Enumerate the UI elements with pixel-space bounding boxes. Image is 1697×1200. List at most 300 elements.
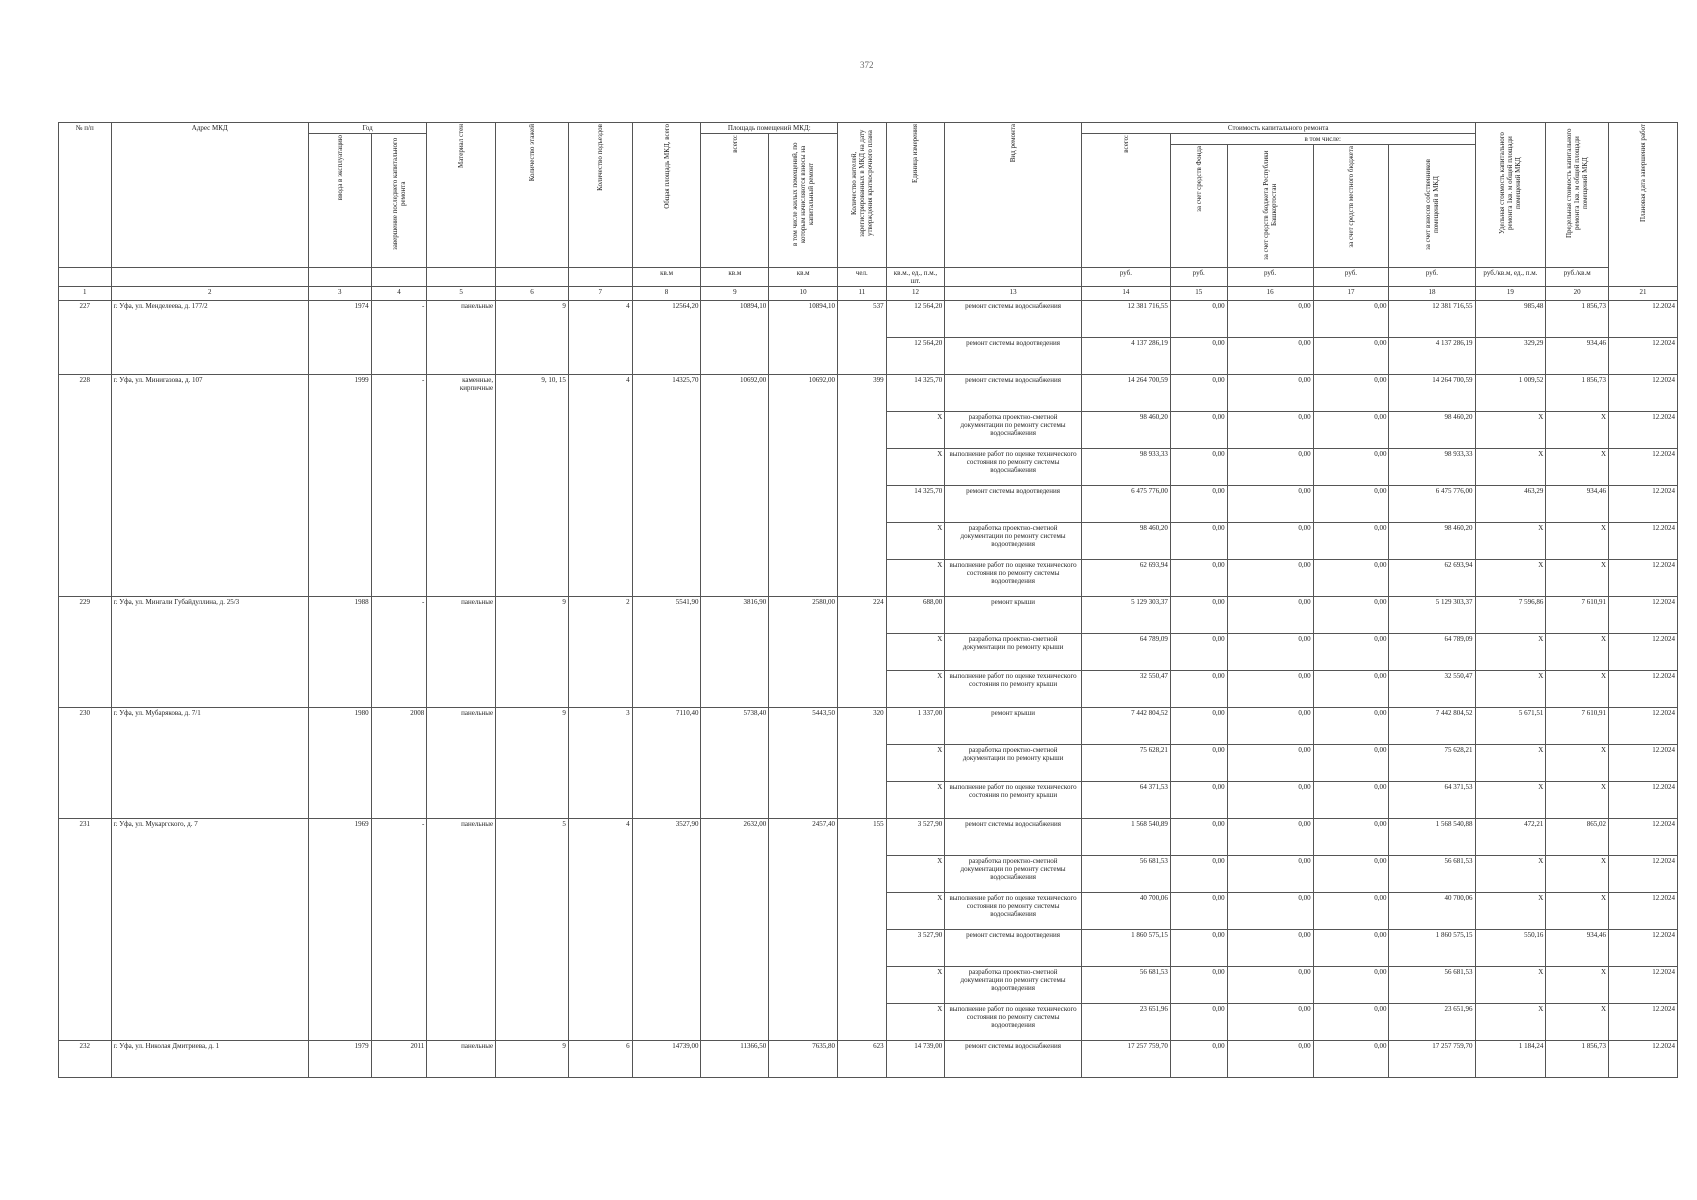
cost-local: 0,00 [1313, 671, 1389, 708]
work-type: ремонт системы водоотведения [945, 930, 1082, 967]
cost-local: 0,00 [1313, 819, 1389, 856]
plan-date: 12.2024 [1609, 856, 1678, 893]
column-number: 12 [886, 287, 945, 301]
header-residents [838, 123, 887, 268]
limit-cost: 934,46 [1546, 338, 1609, 375]
house-floors: 9 [496, 597, 569, 708]
house-wall-material: каменные, кирпичные [427, 375, 496, 597]
house-address: г. Уфа, ул. Минигазова, д. 107 [111, 375, 308, 597]
house-premises-incl: 2457,40 [769, 819, 838, 1041]
unit-cost: X [1475, 856, 1546, 893]
header-floors-text: Количество этажей [528, 124, 536, 182]
work-type: выполнение работ по оценке технического состояния по ремонту системы водоотведения [945, 1004, 1082, 1041]
column-number: 5 [427, 287, 496, 301]
house-premises: 3816,90 [701, 597, 769, 708]
cost-fund: 0,00 [1170, 856, 1227, 893]
cost-fund: 0,00 [1170, 893, 1227, 930]
header-cost-group: Стоимость капитального ремонта [1081, 123, 1475, 134]
unit-cost: X [1475, 523, 1546, 560]
cost-owners: 56 681,53 [1389, 967, 1475, 1004]
cost-owners: 75 628,21 [1389, 745, 1475, 782]
unit-cell: руб. [1081, 268, 1170, 287]
header-limit-cost [1546, 123, 1609, 268]
house-year: 1974 [308, 301, 371, 375]
unit-cost: X [1475, 560, 1546, 597]
unit-cell: кв.м [769, 268, 838, 287]
header-cost-total [1081, 134, 1170, 268]
cost-fund: 0,00 [1170, 1041, 1227, 1078]
unit-cost: X [1475, 412, 1546, 449]
column-number: 6 [496, 287, 569, 301]
cost-local: 0,00 [1313, 782, 1389, 819]
column-number: 19 [1475, 287, 1546, 301]
house-last-repair: - [371, 375, 427, 597]
column-number: 18 [1389, 287, 1475, 301]
cost-owners: 6 475 776,00 [1389, 486, 1475, 523]
limit-cost: 7 610,91 [1546, 708, 1609, 745]
cost-local: 0,00 [1313, 412, 1389, 449]
work-quantity: 12 564,20 [886, 338, 945, 375]
unit-cost: 463,29 [1475, 486, 1546, 523]
cost-fund: 0,00 [1170, 301, 1227, 338]
house-premises: 10894,10 [701, 301, 769, 375]
house-year: 1999 [308, 375, 371, 597]
cost-local: 0,00 [1313, 967, 1389, 1004]
house-floors: 9 [496, 708, 569, 819]
work-type: выполнение работ по оценке технического состояния по ремонту крыши [945, 671, 1082, 708]
plan-date: 12.2024 [1609, 412, 1678, 449]
limit-cost: X [1546, 745, 1609, 782]
unit-cost: 550,16 [1475, 930, 1546, 967]
work-type: разработка проектно-сметной документации по ремонту системы водоснабжения [945, 856, 1082, 893]
cost-owners: 98 460,20 [1389, 523, 1475, 560]
cost-local: 0,00 [1313, 893, 1389, 930]
cost-total: 7 442 804,52 [1081, 708, 1170, 745]
column-number: 21 [1609, 287, 1678, 301]
limit-cost: X [1546, 412, 1609, 449]
header-year-group: Год [308, 123, 426, 134]
house-premises: 5738,40 [701, 708, 769, 819]
plan-date: 12.2024 [1609, 301, 1678, 338]
cost-republic: 0,00 [1227, 1004, 1313, 1041]
header-unit-cost-text: Удельная стоимость капитального ремонта 1кв. м общей площади помещений МКД [1498, 132, 1523, 234]
limit-cost: 934,46 [1546, 930, 1609, 967]
unit-cell: руб./кв.м, ед., п.м. [1475, 268, 1546, 287]
cost-local: 0,00 [1313, 301, 1389, 338]
column-number: 20 [1546, 287, 1609, 301]
unit-cost: X [1475, 1004, 1546, 1041]
unit-cost: 329,29 [1475, 338, 1546, 375]
house-last-repair: - [371, 301, 427, 375]
cost-local: 0,00 [1313, 708, 1389, 745]
cost-owners: 23 651,96 [1389, 1004, 1475, 1041]
house-wall-material: панельные [427, 301, 496, 375]
limit-cost: X [1546, 523, 1609, 560]
cost-total: 4 137 286,19 [1081, 338, 1170, 375]
cost-total: 14 264 700,59 [1081, 375, 1170, 412]
limit-cost: X [1546, 1004, 1609, 1041]
cost-fund: 0,00 [1170, 560, 1227, 597]
cost-owners: 5 129 303,37 [1389, 597, 1475, 634]
header-cost-local [1313, 145, 1389, 268]
header-premises-total-text: всего: [730, 135, 739, 153]
unit-cell: руб. [1227, 268, 1313, 287]
header-residents-text: Количество жителей, зарегистрированных в МКД на дату утверждения краткосрочного плана [849, 129, 874, 237]
work-type: ремонт крыши [945, 708, 1082, 745]
house-number: 229 [59, 597, 112, 708]
table-row [59, 708, 1678, 745]
cost-owners: 62 693,94 [1389, 560, 1475, 597]
work-quantity: 1 337,00 [886, 708, 945, 745]
house-number: 227 [59, 301, 112, 375]
table-header [59, 123, 1678, 301]
cost-owners: 98 933,33 [1389, 449, 1475, 486]
unit-cell: чел. [838, 268, 887, 287]
header-plan-date-text: Плановая дата завершения работ [1639, 124, 1648, 223]
cost-fund: 0,00 [1170, 338, 1227, 375]
header-premises-incl-text: в том числе жилых помещений, по которым начисляются взносы на капитальный ремонт [791, 142, 816, 246]
house-residents: 155 [838, 819, 887, 1041]
cost-fund: 0,00 [1170, 634, 1227, 671]
cost-fund: 0,00 [1170, 967, 1227, 1004]
cost-total: 23 651,96 [1081, 1004, 1170, 1041]
cost-republic: 0,00 [1227, 930, 1313, 967]
cost-republic: 0,00 [1227, 597, 1313, 634]
cost-fund: 0,00 [1170, 486, 1227, 523]
work-quantity: X [886, 412, 945, 449]
plan-date: 12.2024 [1609, 967, 1678, 1004]
cost-local: 0,00 [1313, 338, 1389, 375]
unit-cell: кв.м [701, 268, 769, 287]
unit-cost: X [1475, 893, 1546, 930]
house-premises-incl: 7635,80 [769, 1041, 838, 1078]
house-year: 1969 [308, 819, 371, 1041]
cost-fund: 0,00 [1170, 671, 1227, 708]
column-number: 15 [1170, 287, 1227, 301]
cost-republic: 0,00 [1227, 1041, 1313, 1078]
house-wall-material: панельные [427, 708, 496, 819]
column-number: 14 [1081, 287, 1170, 301]
cost-owners: 56 681,53 [1389, 856, 1475, 893]
cost-local: 0,00 [1313, 745, 1389, 782]
plan-date: 12.2024 [1609, 930, 1678, 967]
cost-local: 0,00 [1313, 523, 1389, 560]
cost-fund: 0,00 [1170, 449, 1227, 486]
cost-republic: 0,00 [1227, 412, 1313, 449]
house-floors: 9, 10, 15 [496, 375, 569, 597]
house-residents: 224 [838, 597, 887, 708]
unit-cell [496, 268, 569, 287]
unit-cost: X [1475, 967, 1546, 1004]
house-last-repair: - [371, 819, 427, 1041]
cost-republic: 0,00 [1227, 967, 1313, 1004]
house-last-repair: - [371, 597, 427, 708]
plan-date: 12.2024 [1609, 893, 1678, 930]
house-premises-incl: 5443,50 [769, 708, 838, 819]
table-row [59, 597, 1678, 634]
cost-republic: 0,00 [1227, 745, 1313, 782]
header-plan-date [1609, 123, 1678, 287]
cost-fund: 0,00 [1170, 708, 1227, 745]
cost-total: 64 371,53 [1081, 782, 1170, 819]
unit-cost: 1 009,52 [1475, 375, 1546, 412]
work-quantity: X [886, 449, 945, 486]
unit-cost: 1 184,24 [1475, 1041, 1546, 1078]
cost-total: 75 628,21 [1081, 745, 1170, 782]
house-entrances: 2 [568, 597, 632, 708]
cost-total: 1 860 575,15 [1081, 930, 1170, 967]
cost-total: 40 700,06 [1081, 893, 1170, 930]
unit-cell: руб. [1389, 268, 1475, 287]
limit-cost: X [1546, 856, 1609, 893]
house-number: 230 [59, 708, 112, 819]
column-number: 7 [568, 287, 632, 301]
work-quantity: X [886, 560, 945, 597]
table-body [59, 301, 1678, 1078]
work-quantity: 14 325,70 [886, 375, 945, 412]
unit-cost: X [1475, 782, 1546, 819]
unit-cell [59, 268, 112, 287]
header-wall-material-text: Материал стен [457, 124, 466, 168]
limit-cost: X [1546, 782, 1609, 819]
house-residents: 537 [838, 301, 887, 375]
column-number: 9 [701, 287, 769, 301]
column-number: 10 [769, 287, 838, 301]
header-year-last-repair [371, 134, 427, 268]
work-quantity: X [886, 1004, 945, 1041]
house-number: 231 [59, 819, 112, 1041]
header-unit-cost [1475, 123, 1546, 268]
cost-republic: 0,00 [1227, 782, 1313, 819]
cost-total: 32 550,47 [1081, 671, 1170, 708]
house-entrances: 6 [568, 1041, 632, 1078]
house-premises-incl: 2580,00 [769, 597, 838, 708]
work-type: выполнение работ по оценке технического состояния по ремонту системы водоснабжения [945, 893, 1082, 930]
unit-cell [371, 268, 427, 287]
plan-date: 12.2024 [1609, 486, 1678, 523]
header-cost-owners-text: за счет взносов собственников помещений в МКД [1423, 159, 1440, 251]
unit-cost: 5 671,51 [1475, 708, 1546, 745]
header-incl: в том числе: [1170, 134, 1475, 145]
cost-owners: 64 789,09 [1389, 634, 1475, 671]
unit-cell [308, 268, 371, 287]
plan-date: 12.2024 [1609, 634, 1678, 671]
unit-cell [568, 268, 632, 287]
column-number: 3 [308, 287, 371, 301]
work-quantity: X [886, 634, 945, 671]
house-premises-incl: 10894,10 [769, 301, 838, 375]
header-repair-type-text: Вид ремонта [1009, 124, 1018, 163]
cost-owners: 12 381 716,55 [1389, 301, 1475, 338]
unit-cost: X [1475, 745, 1546, 782]
work-quantity: X [886, 856, 945, 893]
house-total-area: 14325,70 [632, 375, 701, 597]
work-type: разработка проектно-сметной документации по ремонту системы водоотведения [945, 967, 1082, 1004]
work-quantity: X [886, 523, 945, 560]
cost-republic: 0,00 [1227, 560, 1313, 597]
house-premises: 11366,50 [701, 1041, 769, 1078]
header-cost-local-text: за счет средств местного бюджета [1347, 146, 1355, 248]
table-row [59, 1041, 1678, 1078]
unit-cost: X [1475, 634, 1546, 671]
header-total-area-text: Общая площадь МКД, всего [662, 124, 671, 209]
header-repair-type [945, 123, 1082, 268]
table-row [59, 375, 1678, 412]
cost-republic: 0,00 [1227, 893, 1313, 930]
house-entrances: 4 [568, 819, 632, 1041]
cost-republic: 0,00 [1227, 449, 1313, 486]
cost-owners: 17 257 759,70 [1389, 1041, 1475, 1078]
limit-cost: 1 856,73 [1546, 301, 1609, 338]
house-entrances: 4 [568, 375, 632, 597]
column-number: 2 [111, 287, 308, 301]
cost-local: 0,00 [1313, 856, 1389, 893]
cost-republic: 0,00 [1227, 301, 1313, 338]
house-wall-material: панельные [427, 819, 496, 1041]
work-type: ремонт системы водоотведения [945, 486, 1082, 523]
cost-local: 0,00 [1313, 1004, 1389, 1041]
work-quantity: X [886, 967, 945, 1004]
house-address: г. Уфа, ул. Мингали Губайдуллина, д. 25/3 [111, 597, 308, 708]
header-no: № п/п [59, 123, 112, 268]
cost-total: 5 129 303,37 [1081, 597, 1170, 634]
cost-republic: 0,00 [1227, 634, 1313, 671]
work-type: выполнение работ по оценке технического состояния по ремонту системы водоотведения [945, 560, 1082, 597]
table-row [59, 819, 1678, 856]
house-floors: 5 [496, 819, 569, 1041]
cost-republic: 0,00 [1227, 856, 1313, 893]
work-type: ремонт системы водоснабжения [945, 375, 1082, 412]
house-year: 1988 [308, 597, 371, 708]
header-cost-republic [1227, 145, 1313, 268]
header-year-last-repair-text: завершение последнего капитального ремонта [390, 137, 407, 251]
unit-cell [427, 268, 496, 287]
header-unit [886, 123, 945, 268]
limit-cost: X [1546, 634, 1609, 671]
cost-republic: 0,00 [1227, 708, 1313, 745]
cost-total: 98 460,20 [1081, 412, 1170, 449]
column-number: 16 [1227, 287, 1313, 301]
work-quantity: X [886, 893, 945, 930]
column-number: 8 [632, 287, 701, 301]
cost-fund: 0,00 [1170, 782, 1227, 819]
header-premises-group: Площадь помещений МКД: [701, 123, 838, 134]
unit-cell [111, 268, 308, 287]
cost-total: 98 460,20 [1081, 523, 1170, 560]
work-type: выполнение работ по оценке технического состояния по ремонту крыши [945, 782, 1082, 819]
cost-owners: 40 700,06 [1389, 893, 1475, 930]
header-entrances [568, 123, 632, 268]
plan-date: 12.2024 [1609, 523, 1678, 560]
house-total-area: 5541,90 [632, 597, 701, 708]
cost-total: 64 789,09 [1081, 634, 1170, 671]
plan-date: 12.2024 [1609, 745, 1678, 782]
cost-total: 98 933,33 [1081, 449, 1170, 486]
house-year: 1979 [308, 1041, 371, 1078]
header-unit-text: Единица измерения [911, 124, 920, 183]
house-address: г. Уфа, ул. Мукаргского, д. 7 [111, 819, 308, 1041]
work-quantity: X [886, 782, 945, 819]
cost-republic: 0,00 [1227, 819, 1313, 856]
plan-date: 12.2024 [1609, 560, 1678, 597]
house-wall-material: панельные [427, 1041, 496, 1078]
cost-fund: 0,00 [1170, 930, 1227, 967]
plan-date: 12.2024 [1609, 449, 1678, 486]
cost-total: 62 693,94 [1081, 560, 1170, 597]
work-quantity: 14 325,70 [886, 486, 945, 523]
cost-owners: 98 460,20 [1389, 412, 1475, 449]
unit-cell: руб. [1313, 268, 1389, 287]
house-floors: 9 [496, 1041, 569, 1078]
cost-owners: 14 264 700,59 [1389, 375, 1475, 412]
column-number: 11 [838, 287, 887, 301]
plan-date: 12.2024 [1609, 708, 1678, 745]
cost-total: 56 681,53 [1081, 967, 1170, 1004]
cost-total: 56 681,53 [1081, 856, 1170, 893]
cost-owners: 1 568 540,88 [1389, 819, 1475, 856]
house-last-repair: 2011 [371, 1041, 427, 1078]
cost-republic: 0,00 [1227, 671, 1313, 708]
cost-owners: 32 550,47 [1389, 671, 1475, 708]
plan-date: 12.2024 [1609, 597, 1678, 634]
house-entrances: 3 [568, 708, 632, 819]
house-premises-incl: 10692,00 [769, 375, 838, 597]
limit-cost: 934,46 [1546, 486, 1609, 523]
unit-cell: руб./кв.м [1546, 268, 1609, 287]
work-quantity: X [886, 745, 945, 782]
header-premises-total [701, 134, 769, 268]
cost-fund: 0,00 [1170, 819, 1227, 856]
cost-owners: 7 442 804,52 [1389, 708, 1475, 745]
house-premises: 2632,00 [701, 819, 769, 1041]
cost-local: 0,00 [1313, 449, 1389, 486]
header-cost-fund [1170, 145, 1227, 268]
house-floors: 9 [496, 301, 569, 375]
limit-cost: 865,02 [1546, 819, 1609, 856]
header-entrances-text: Количество подъездов [596, 124, 605, 191]
unit-cost: X [1475, 671, 1546, 708]
cost-fund: 0,00 [1170, 412, 1227, 449]
work-type: разработка проектно-сметной документации по ремонту крыши [945, 634, 1082, 671]
unit-cost: X [1475, 449, 1546, 486]
header-year-commission-text: ввода в эксплуатацию [335, 135, 344, 201]
limit-cost: 1 856,73 [1546, 1041, 1609, 1078]
unit-cell [945, 268, 1082, 287]
header-year-commission [308, 134, 371, 268]
header-wall-material [427, 123, 496, 268]
work-quantity: 14 739,00 [886, 1041, 945, 1078]
cost-fund: 0,00 [1170, 745, 1227, 782]
column-number: 13 [945, 287, 1082, 301]
limit-cost: 7 610,91 [1546, 597, 1609, 634]
house-wall-material: панельные [427, 597, 496, 708]
header-cost-owners [1389, 145, 1475, 268]
limit-cost: X [1546, 560, 1609, 597]
work-quantity: 12 564,20 [886, 301, 945, 338]
cost-republic: 0,00 [1227, 523, 1313, 560]
cost-local: 0,00 [1313, 634, 1389, 671]
house-address: г. Уфа, ул. Мубарякова, д. 7/1 [111, 708, 308, 819]
work-type: разработка проектно-сметной документации по ремонту системы водоотведения [945, 523, 1082, 560]
house-number: 232 [59, 1041, 112, 1078]
unit-cost: 7 596,86 [1475, 597, 1546, 634]
plan-date: 12.2024 [1609, 338, 1678, 375]
cost-local: 0,00 [1313, 486, 1389, 523]
limit-cost: X [1546, 967, 1609, 1004]
house-total-area: 12564,20 [632, 301, 701, 375]
house-total-area: 3527,90 [632, 819, 701, 1041]
work-type: ремонт системы водоснабжения [945, 1041, 1082, 1078]
